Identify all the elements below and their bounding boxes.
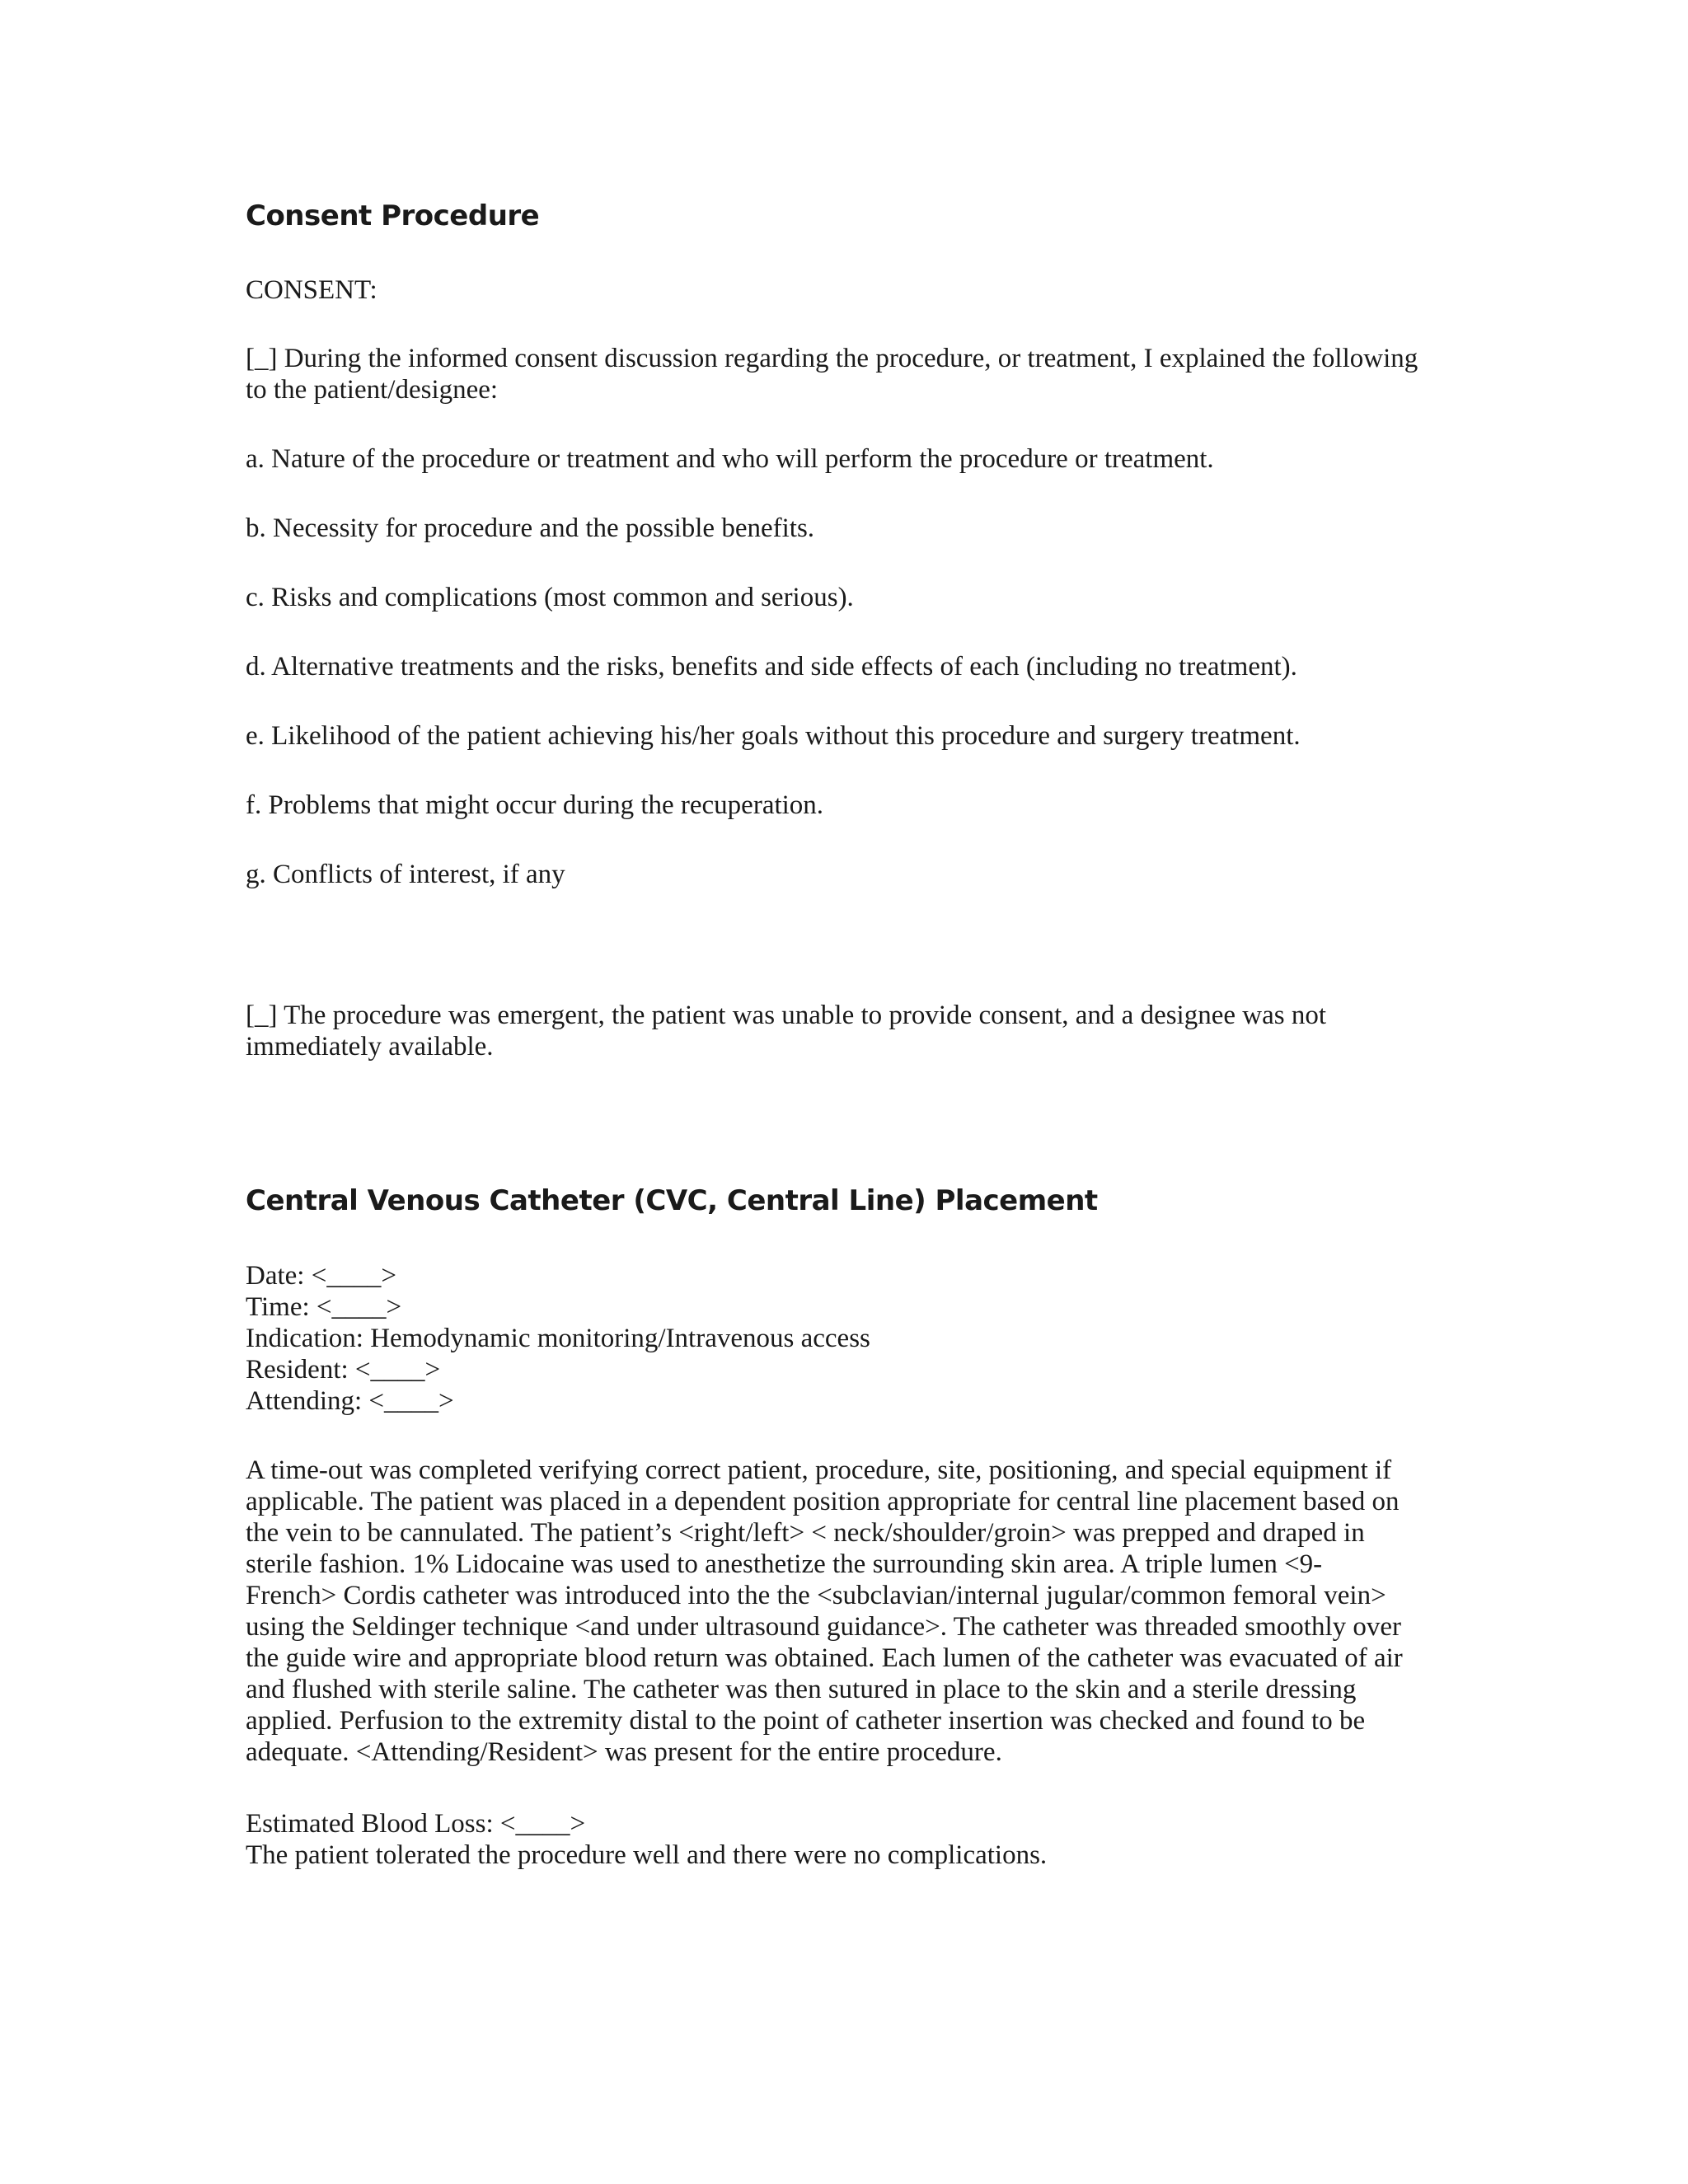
cvc-field-attending: Attending: <____> bbox=[246, 1386, 454, 1416]
consent-item-e: e. Likelihood of the patient achieving his/her goals without this procedure and surgery treatment. bbox=[246, 721, 1301, 751]
consent-label: CONSENT: bbox=[246, 275, 377, 305]
consent-checkbox-emergent-line-1: [_] The procedure was emergent, the patient was unable to provide consent, and a designee was not bbox=[246, 1001, 1327, 1030]
cvc-narrative bbox=[246, 1455, 1432, 1768]
consent-item-a: a. Nature of the procedure or treatment and who will perform the procedure or treatment. bbox=[246, 444, 1214, 474]
cvc-placement-heading: Central Venous Catheter (CVC, Central Line) Placement bbox=[246, 1184, 1098, 1217]
cvc-narrative-line: the vein to be cannulated. The patient’s <right/left> < neck/shoulder/groin> was prepped and draped in bbox=[246, 1518, 1365, 1548]
cvc-narrative-line: applicable. The patient was placed in a dependent position appropriate for central line placement based on bbox=[246, 1487, 1400, 1516]
cvc-field-date: Date: <____> bbox=[246, 1261, 396, 1291]
cvc-narrative-line: applied. Perfusion to the extremity distal to the point of catheter insertion was checked and found to be bbox=[246, 1706, 1366, 1736]
cvc-narrative-line: the guide wire and appropriate blood return was obtained. Each lumen of the catheter was evacuated of air bbox=[246, 1643, 1403, 1673]
consent-item-c: c. Risks and complications (most common and serious). bbox=[246, 583, 854, 612]
cvc-closing-statement: The patient tolerated the procedure well and there were no complications. bbox=[246, 1840, 1048, 1870]
cvc-narrative-line: A time-out was completed verifying correct patient, procedure, site, positioning, and special equipment if bbox=[246, 1455, 1392, 1485]
consent-item-b: b. Necessity for procedure and the possible benefits. bbox=[246, 513, 815, 543]
consent-checkbox-informed-line-2: to the patient/designee: bbox=[246, 375, 499, 405]
consent-procedure-heading: Consent Procedure bbox=[246, 199, 540, 232]
consent-checkbox-emergent-line-2: immediately available. bbox=[246, 1032, 494, 1062]
cvc-field-indication: Indication: Hemodynamic monitoring/Intravenous access bbox=[246, 1324, 870, 1353]
cvc-narrative-line: adequate. <Attending/Resident> was present for the entire procedure. bbox=[246, 1737, 1002, 1767]
cvc-narrative-line: French> Cordis catheter was introduced into the the <subclavian/internal jugular/common femoral vein> bbox=[246, 1581, 1386, 1610]
cvc-field-resident: Resident: <____> bbox=[246, 1355, 441, 1385]
consent-item-g: g. Conflicts of interest, if any bbox=[246, 860, 565, 889]
consent-checkbox-informed-line-1: [_] During the informed consent discussion regarding the procedure, or treatment, I explained the following bbox=[246, 344, 1418, 373]
cvc-fields bbox=[246, 1260, 1432, 1417]
cvc-blood-loss: Estimated Blood Loss: <____> bbox=[246, 1809, 586, 1839]
cvc-narrative-line: using the Seldinger technique <and under ultrasound guidance>. The catheter was threaded smoothly over bbox=[246, 1612, 1402, 1642]
cvc-narrative-line: sterile fashion. 1% Lidocaine was used to anesthetize the surrounding skin area. A triple lumen <9- bbox=[246, 1549, 1323, 1579]
consent-item-d: d. Alternative treatments and the risks, benefits and side effects of each (including no treatment). bbox=[246, 652, 1297, 682]
cvc-field-time: Time: <____> bbox=[246, 1292, 402, 1322]
cvc-narrative-line: and flushed with sterile saline. The catheter was then sutured in place to the skin and a sterile dressing bbox=[246, 1675, 1357, 1704]
cvc-closing bbox=[246, 1808, 1432, 1871]
consent-checkbox-informed bbox=[246, 343, 1432, 405]
consent-checkbox-emergent bbox=[246, 1000, 1432, 1062]
consent-item-f: f. Problems that might occur during the recuperation. bbox=[246, 790, 824, 820]
